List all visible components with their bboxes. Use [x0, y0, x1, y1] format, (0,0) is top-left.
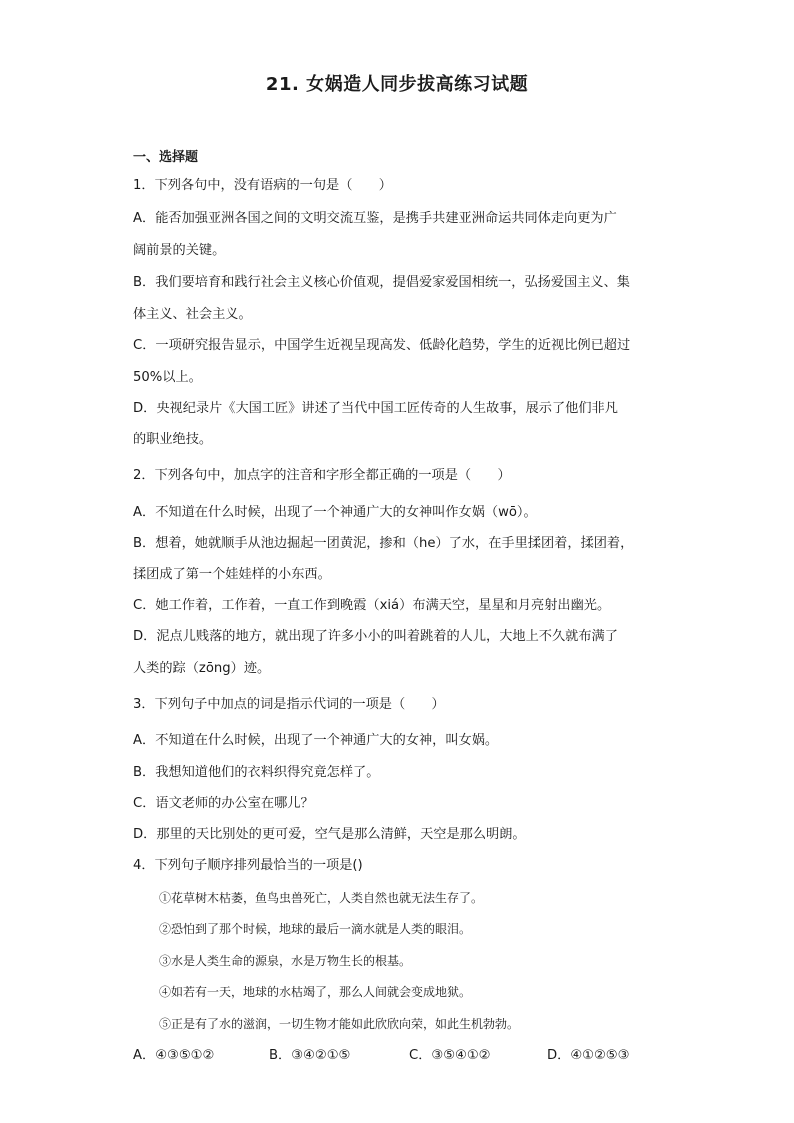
question-4-stem: 4．下列句子顺序排列最恰当的一项是(): [133, 858, 363, 873]
q4-option-c: C．③⑤④①②: [409, 1048, 491, 1063]
q3-option-c: C．语文老师的办公室在哪儿？: [133, 796, 314, 811]
q4-options: [133, 1044, 629, 1063]
q2-option-a: A．不知道在什么时候，出现了一个神通广大的女神叫作女娲（wō）。: [133, 505, 537, 520]
q1-option-c-cont: 50%以上。: [133, 370, 202, 385]
question-3-stem: 3．下列句子中加点的词是指示代词的一项是（ ）: [133, 697, 445, 712]
q2-option-d: D．泥点儿贱落的地方，就出现了许多小小的叫着跳着的人儿，大地上不久就布满了: [133, 629, 618, 644]
q1-option-a-cont: 阔前景的关键。: [133, 243, 226, 258]
q2-option-b: B．想着，她就顺手从池边掘起一团黄泥，掺和（he）了水，在手里揉团着，揉团着，: [133, 536, 634, 551]
q4-sentence-1: ①花草树木枯萎，鱼鸟虫兽死亡，人类自然也就无法生存了。: [159, 891, 484, 905]
q4-sentence-4: ④如若有一天，地球的水枯竭了，那么人间就会变成地狱。: [159, 985, 472, 999]
question-2-stem: 2．下列各句中，加点字的注音和字形全都正确的一项是（ ）: [133, 468, 511, 483]
q1-option-b-cont: 体主义、社会主义。: [133, 307, 252, 322]
q2-option-c: C．她工作着，工作着，一直工作到晚霞（xiá）布满天空，星星和月亮射出幽光。: [133, 598, 611, 613]
q1-option-c: C．一项研究报告显示，中国学生近视呈现高发、低龄化趋势，学生的近视比例已超过: [133, 338, 631, 353]
q4-sentence-5: ⑤正是有了水的滋润，一切生物才能如此欣欣向荣，如此生机勃勃。: [159, 1017, 520, 1031]
question-1-stem: 1．下列各句中，没有语病的一句是（ ）: [133, 178, 392, 193]
q4-sentence-2: ②恐怕到了那个时候，地球的最后一滴水就是人类的眼泪。: [159, 922, 472, 936]
q1-option-d: D．央视纪录片《大国工匠》讲述了当代中国工匠传奇的人生故事，展示了他们非凡: [133, 401, 618, 416]
section-heading: 一、选择题: [133, 150, 199, 165]
q2-option-d-cont: 人类的踪（zōng）迹。: [133, 661, 271, 676]
q4-option-b: B．③④②①⑤: [269, 1048, 351, 1063]
q3-option-b: B．我想知道他们的衣料织得究竟怎样了。: [133, 765, 380, 780]
q1-option-a: A．能否加强亚洲各国之间的文明交流互鉴，是携手共建亚洲命运共同体走向更为广: [133, 211, 617, 226]
q3-option-d: D．那里的天比别处的更可爱，空气是那么清鲜，天空是那么明朗。: [133, 827, 526, 842]
q2-option-b-cont: 揉团成了第一个娃娃样的小东西。: [133, 567, 331, 582]
q4-sentence-3: ③水是人类生命的源泉，水是万物生长的根基。: [159, 954, 412, 968]
q4-option-d: D．④①②⑤③: [547, 1048, 630, 1063]
q3-option-a: A．不知道在什么时候，出现了一个神通广大的女神，叫女娲。: [133, 733, 499, 748]
page-title: 21. 女娲造人同步拔高练习试题: [265, 74, 529, 95]
q4-option-a: A．④③⑤①②: [133, 1048, 215, 1063]
q1-option-b: B．我们要培育和践行社会主义核心价值观，提倡爱家爱国相统一，弘扬爱国主义、集: [133, 275, 630, 290]
q1-option-d-cont: 的职业绝技。: [133, 432, 213, 447]
